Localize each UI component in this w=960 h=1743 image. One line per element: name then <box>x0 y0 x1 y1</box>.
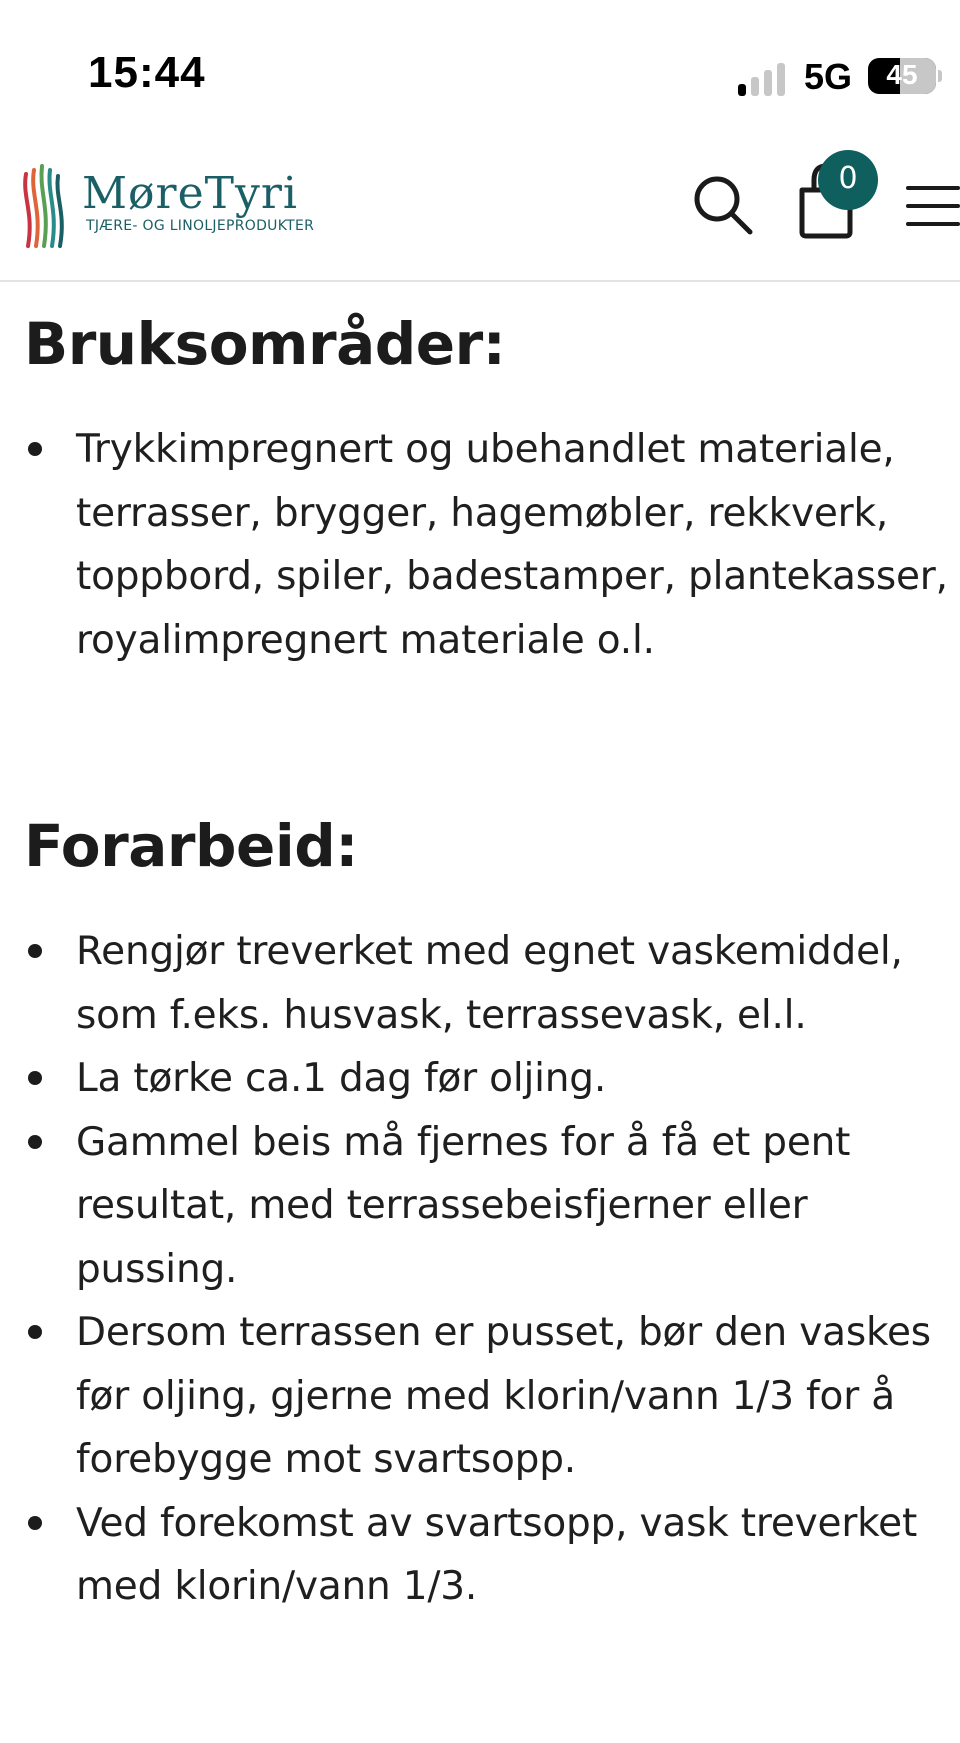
bullet-icon <box>28 442 42 456</box>
section-heading-preparation: Forarbeid: <box>24 812 358 880</box>
status-time: 15:44 <box>88 48 206 97</box>
list-item: Dersom terrassen er pusset, bør den vaskes før oljing, gjerne med klorin/vann 1/3 for å forebygge mot svartsopp. <box>24 1301 960 1492</box>
bullet-icon <box>28 1135 42 1149</box>
main-content <box>24 310 960 1619</box>
list-item: La tørke ca.1 dag før oljing. <box>24 1047 960 1111</box>
battery-icon <box>868 58 936 94</box>
network-type: 5G <box>804 56 853 97</box>
bullet-icon <box>28 1071 42 1085</box>
list-item: Rengjør treverket med egnet vaskemiddel, som f.eks. husvask, terrassevask, el.l. <box>24 920 960 1047</box>
brand-name[interactable]: MøreTyri <box>82 168 298 219</box>
list-item: Gammel beis må fjernes for å få et pent resultat, med terrassebeisfjerner eller pussing. <box>24 1111 960 1302</box>
list-item: Trykkimpregnert og ubehandlet materiale, terrasser, brygger, hagemøbler, rekkverk, toppbord, spiler, badestamper, plantekasser, royalimpregnert materiale o.l. <box>24 418 960 672</box>
battery-level: 45 <box>886 59 918 90</box>
list-item: Ved forekomst av svartsopp, vask treverket med klorin/vann 1/3. <box>24 1492 960 1619</box>
cart-count-badge[interactable]: 0 <box>818 150 878 210</box>
usage-list <box>24 418 960 672</box>
bullet-icon <box>28 1516 42 1530</box>
status-bar <box>0 0 960 150</box>
bullet-icon <box>28 1325 42 1339</box>
brand-tagline: TJÆRE- OG LINOLJEPRODUKTER <box>86 218 315 234</box>
menu-icon[interactable] <box>906 182 960 232</box>
section-heading-usage: Bruksområder: <box>24 310 506 378</box>
bullet-icon <box>28 944 42 958</box>
search-icon[interactable] <box>690 172 756 238</box>
preparation-list <box>24 920 960 1619</box>
battery-tip <box>938 70 942 82</box>
cellular-signal-icon <box>738 60 790 96</box>
brand-logo-icon[interactable] <box>20 162 76 256</box>
